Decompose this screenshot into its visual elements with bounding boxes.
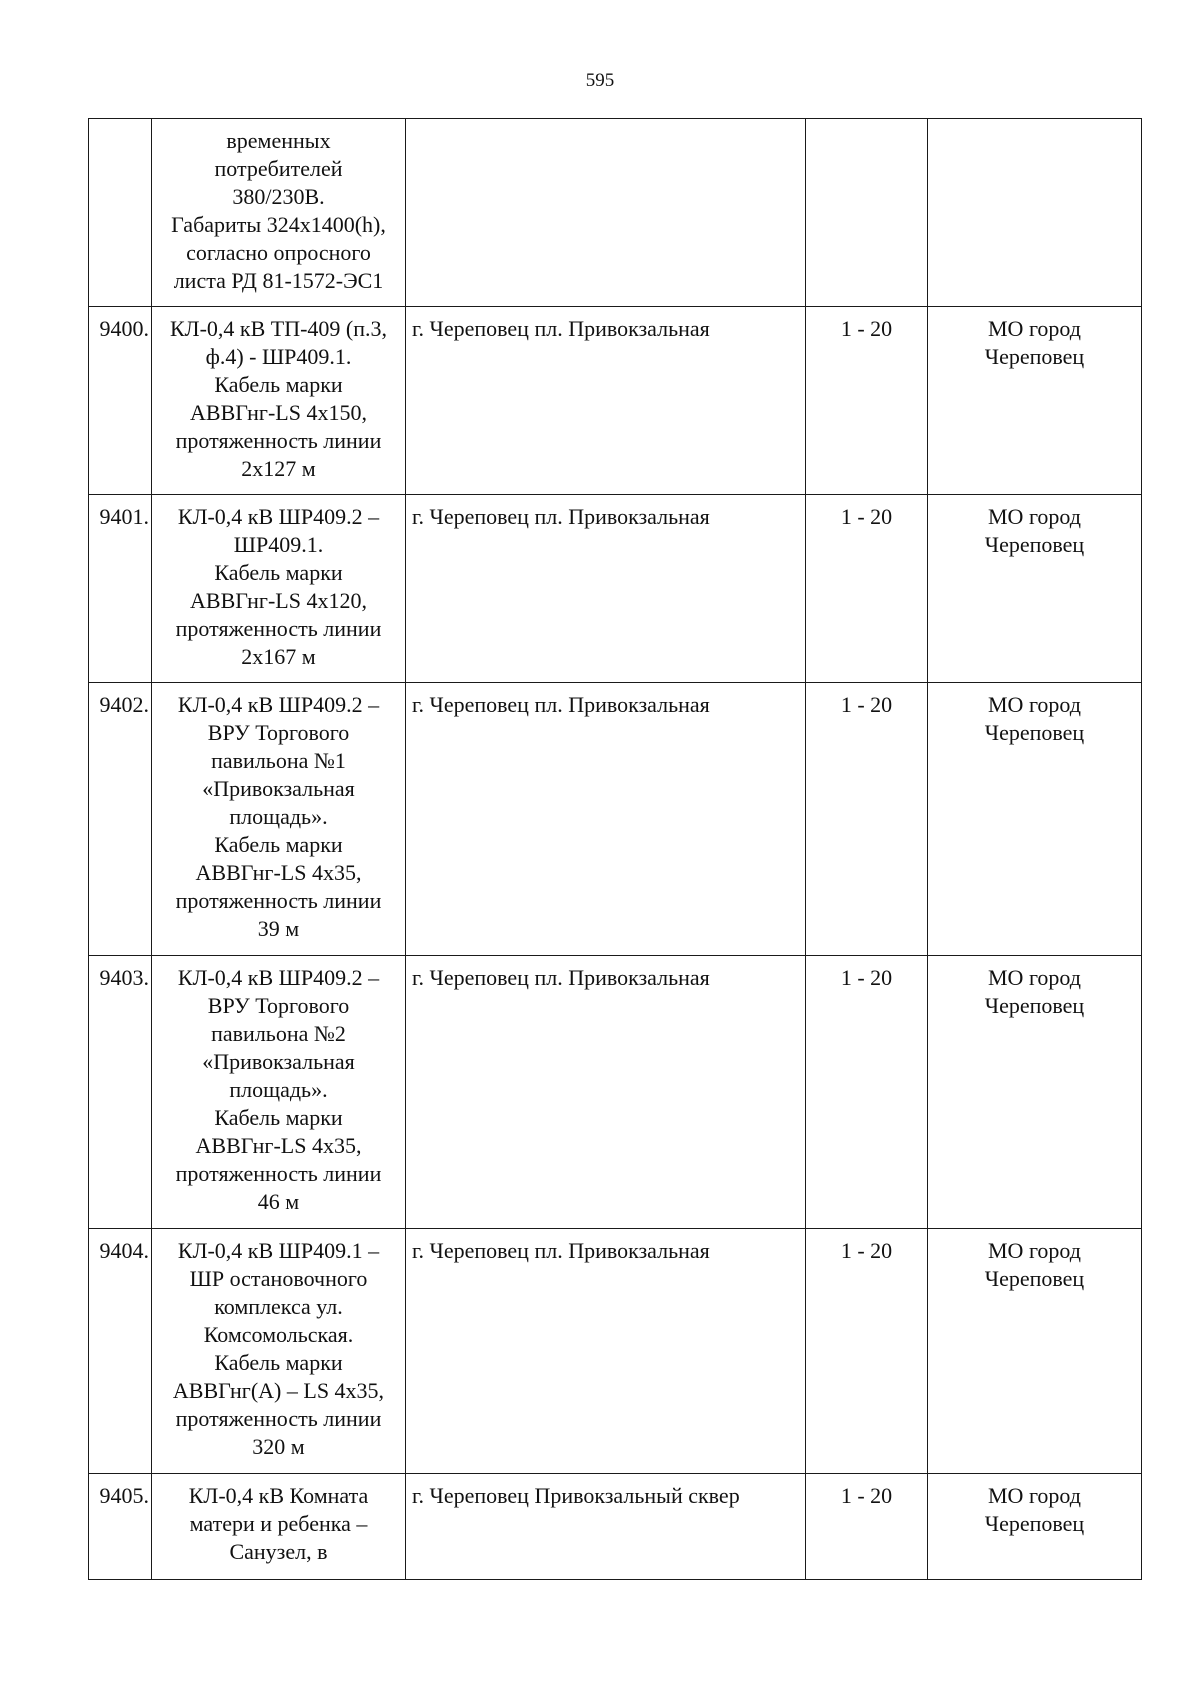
description-line: «Привокзальная <box>202 1049 355 1074</box>
description-line: матери и ребенка – <box>189 1511 368 1536</box>
description-line: АВВГнг-LS 4х120, <box>190 588 367 613</box>
table-row <box>89 119 1142 307</box>
address-cell <box>406 119 806 307</box>
period-cell: 1 - 20 <box>806 495 928 683</box>
owner-cell <box>928 1229 1142 1474</box>
description-line: протяженность линии <box>175 1161 382 1186</box>
address-cell: г. Череповец Привокзальный сквер <box>406 1474 806 1580</box>
row-number-cell: 9402. <box>89 683 152 956</box>
description-line: КЛ-0,4 кВ ТП-409 (п.3, <box>169 316 388 341</box>
object-description-cell <box>152 1229 406 1474</box>
owner-cell <box>928 683 1142 956</box>
description-line: согласно опросного <box>186 240 371 265</box>
description-line: Кабель марки <box>214 372 343 397</box>
description-line: протяженность линии <box>175 616 382 641</box>
owner-cell <box>928 307 1142 495</box>
description-line: Кабель марки <box>214 1105 343 1130</box>
owner-cell <box>928 956 1142 1229</box>
owner-line: МО город <box>988 965 1081 990</box>
description-line: ВРУ Торгового <box>207 720 350 745</box>
owner-line: Череповец <box>984 993 1085 1018</box>
object-description-cell <box>152 495 406 683</box>
owner-line: Череповец <box>984 1511 1085 1536</box>
table-row <box>89 1474 1142 1580</box>
page-number: 595 <box>585 70 615 91</box>
owner-line: Череповец <box>984 344 1085 369</box>
address-cell: г. Череповец пл. Привокзальная <box>406 956 806 1229</box>
description-line: ВРУ Торгового <box>207 993 350 1018</box>
owner-line: МО город <box>988 316 1081 341</box>
table-row <box>89 1229 1142 1474</box>
description-line: площадь». <box>229 804 328 829</box>
description-line: 2х127 м <box>241 456 316 481</box>
owner-cell <box>928 119 1142 307</box>
description-line: Санузел, в <box>229 1539 328 1564</box>
owner-line: МО город <box>988 1238 1081 1263</box>
object-description-cell <box>152 683 406 956</box>
object-description-cell <box>152 956 406 1229</box>
description-line: АВВГнг-LS 4х35, <box>195 1133 362 1158</box>
description-line: АВВГнг(А) – LS 4х35, <box>172 1378 385 1403</box>
period-cell: 1 - 20 <box>806 1229 928 1474</box>
owner-cell <box>928 495 1142 683</box>
address-cell: г. Череповец пл. Привокзальная <box>406 495 806 683</box>
period-cell: 1 - 20 <box>806 956 928 1229</box>
owner-cell <box>928 1474 1142 1580</box>
description-line: Кабель марки <box>214 1350 343 1375</box>
description-line: КЛ-0,4 кВ ШР409.2 – <box>177 504 380 529</box>
period-cell: 1 - 20 <box>806 1474 928 1580</box>
description-line: Габариты 324х1400(h), <box>171 212 386 237</box>
row-number-cell: 9401. <box>89 495 152 683</box>
period-cell: 1 - 20 <box>806 683 928 956</box>
description-line: листа РД 81-1572-ЭС1 <box>173 268 384 293</box>
description-line: потребителей <box>214 156 343 181</box>
description-line: павильона №1 <box>211 748 346 773</box>
description-line: площадь». <box>229 1077 328 1102</box>
description-line: 380/230В. <box>232 184 325 209</box>
table-row <box>89 683 1142 956</box>
description-line: 320 м <box>252 1434 305 1459</box>
object-description-cell <box>152 119 406 307</box>
description-line: временных <box>226 128 331 153</box>
row-number-cell: 9403. <box>89 956 152 1229</box>
address-cell: г. Череповец пл. Привокзальная <box>406 683 806 956</box>
owner-line: Череповец <box>984 720 1085 745</box>
description-line: павильона №2 <box>211 1021 346 1046</box>
row-number-cell: 9400. <box>89 307 152 495</box>
period-cell: 1 - 20 <box>806 307 928 495</box>
description-line: КЛ-0,4 кВ Комната <box>188 1483 369 1508</box>
description-line: протяженность линии <box>175 888 382 913</box>
description-line: протяженность линии <box>175 428 382 453</box>
description-line: протяженность линии <box>175 1406 382 1431</box>
owner-line: Череповец <box>984 532 1085 557</box>
table-row <box>89 495 1142 683</box>
address-cell: г. Череповец пл. Привокзальная <box>406 1229 806 1474</box>
table-row <box>89 956 1142 1229</box>
table-row <box>89 307 1142 495</box>
description-line: 39 м <box>257 916 300 941</box>
description-line: Кабель марки <box>214 832 343 857</box>
row-number-cell <box>89 119 152 307</box>
row-number-cell: 9404. <box>89 1229 152 1474</box>
description-line: комплекса ул. <box>214 1294 343 1319</box>
object-description-cell <box>152 307 406 495</box>
description-line: КЛ-0,4 кВ ШР409.2 – <box>177 692 380 717</box>
description-line: Комсомольская. <box>203 1322 354 1347</box>
description-line: КЛ-0,4 кВ ШР409.1 – <box>177 1238 380 1263</box>
description-line: ф.4) - ШР409.1. <box>205 344 352 369</box>
address-cell: г. Череповец пл. Привокзальная <box>406 307 806 495</box>
owner-line: МО город <box>988 504 1081 529</box>
row-number-cell: 9405. <box>89 1474 152 1580</box>
description-line: 46 м <box>257 1189 300 1214</box>
description-line: КЛ-0,4 кВ ШР409.2 – <box>177 965 380 990</box>
owner-line: МО город <box>988 692 1081 717</box>
description-line: Кабель марки <box>214 560 343 585</box>
description-line: ШР409.1. <box>233 532 324 557</box>
owner-line: Череповец <box>984 1266 1085 1291</box>
owner-line: МО город <box>988 1483 1081 1508</box>
registry-table <box>88 118 1142 1580</box>
description-line: 2х167 м <box>241 644 316 669</box>
period-cell <box>806 119 928 307</box>
description-line: ШР остановочного <box>189 1266 368 1291</box>
object-description-cell <box>152 1474 406 1580</box>
description-line: АВВГнг-LS 4х150, <box>190 400 367 425</box>
description-line: АВВГнг-LS 4х35, <box>195 860 362 885</box>
description-line: «Привокзальная <box>202 776 355 801</box>
